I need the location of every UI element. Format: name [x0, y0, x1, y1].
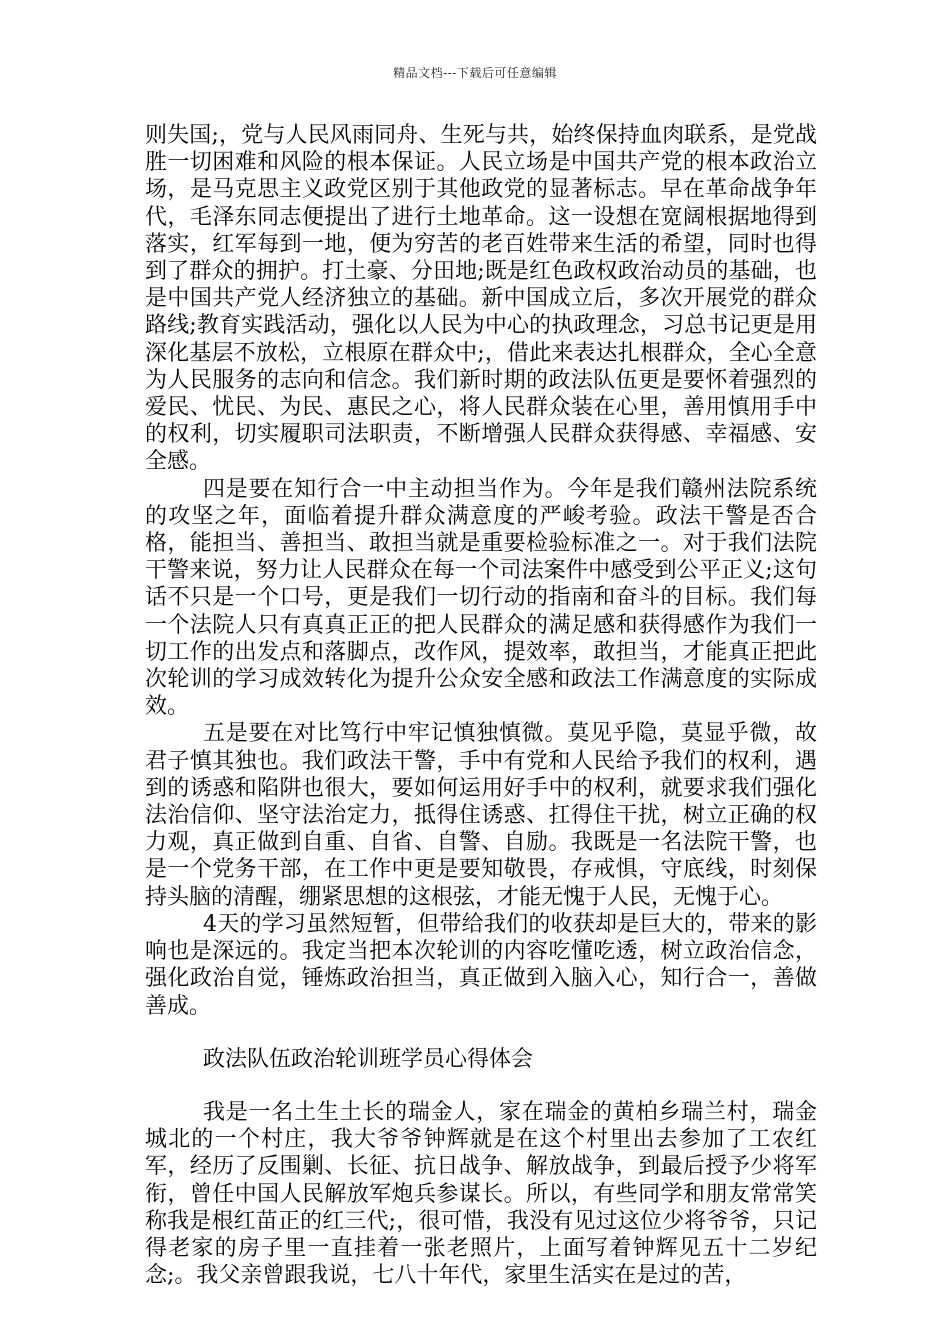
page-header: 精品文档---下载后可任意编辑 — [393, 66, 557, 80]
section-spacer — [145, 1020, 817, 1046]
paragraph-conclusion: 4天的学习虽然短暂，但带给我们的收获却是巨大的，带来的影响也是深远的。我定当把本次轮训的内容吃懂吃透，树立政治信念，强化政治自觉，锤炼政治担当，真正做到入脑入心，知行合一，善做善成。 — [145, 911, 817, 1019]
paragraph-continuation: 则失国;，党与人民风雨同舟、生死与共，始终保持血肉联系，是党战胜一切困难和风险的根本保证。人民立场是中国共产党的根本政治立场，是马克思主义政党区别于其他政党的显著标志。早在革命战争年代，毛泽东同志便提出了进行土地革命。这一设想在宽阔根据地得到落实，红军每到一地，便为穷苦的老百姓带来生活的希望，同时也得到了群众的拥护。打土豪、分田地;既是红色政权政治动员的基础，也是中国共产党人经济独立的基础。新中国成立后，多次开展党的群众路线;教育实践活动，强化以人民为中心的执政理念，习总书记更是用深化基层不放松，立根原在群众中;，借此来表达扎根群众，全心全意为人民服务的志向和信念。我们新时期的政法队伍更是要怀着强烈的爱民、忧民、为民、惠民之心，将人民群众装在心里，善用慎用手中的权利，切实履职司法职责，不断增强人民群众获得感、幸福感、安全感。 — [145, 123, 817, 475]
document-body — [145, 122, 817, 1289]
paragraph-new-section: 我是一名土生土长的瑞金人，家在瑞金的黄柏乡瑞兰村，瑞金城北的一个村庄，我大爷爷钟辉就是在这个村里出去参加了工农红军，经历了反围剿、长征、抗日战争、解放战争，到最后授予少将军衔，曾任中国人民解放军炮兵参谋长。所以，有些同学和朋友常常笑称我是根红苗正的红三代;，很可惜，我没有见过这位少将爷爷，只记得老家的房子里一直挂着一张老照片，上面写着钟辉见五十二岁纪念;。我父亲曾跟我说，七八十年代，家里生活实在是过的苦， — [145, 1099, 817, 1289]
section-heading: 政法队伍政治轮训班学员心得体会 — [203, 1046, 534, 1072]
paragraph-point-five: 五是要在对比笃行中牢记慎独慎微。莫见乎隐，莫显乎微，故君子慎其独也。我们政法干警，手中有党和人民给予我们的权利，遇到的诱惑和陷阱也很大，要如何运用好手中的权利，就要求我们强化法治信仰、坚守法治定力，抵得住诱惑、扛得住干扰，树立正确的权力观，真正做到自重、自省、自警、自励。我既是一名法院干警，也是一个党务干部，在工作中更是要知敬畏，存戒惧，守底线，时刻保持头脑的清醒，绷紧思想的这根弦，才能无愧于人民，无愧于心。 — [145, 721, 817, 910]
section-spacer — [145, 1073, 817, 1099]
paragraph-point-four: 四是要在知行合一中主动担当作为。今年是我们赣州法院系统的攻坚之年，面临着提升群众满意度的严峻考验。政法干警是否合格，能担当、善担当、敢担当就是重要检验标准之一。对于我们法院干警来说，努力让人民群众在每一个司法案件中感受到公平正义;这句话不只是一个口号，更是我们一切行动的指南和奋斗的目标。我们每一个法院人只有真真正正的把人民群众的满足感和获得感作为我们一切工作的出发点和落脚点，改作风，提效率，敢担当，才能真正把此次轮训的学习成效转化为提升公众安全感和政法工作满意度的实际成效。 — [145, 476, 817, 720]
